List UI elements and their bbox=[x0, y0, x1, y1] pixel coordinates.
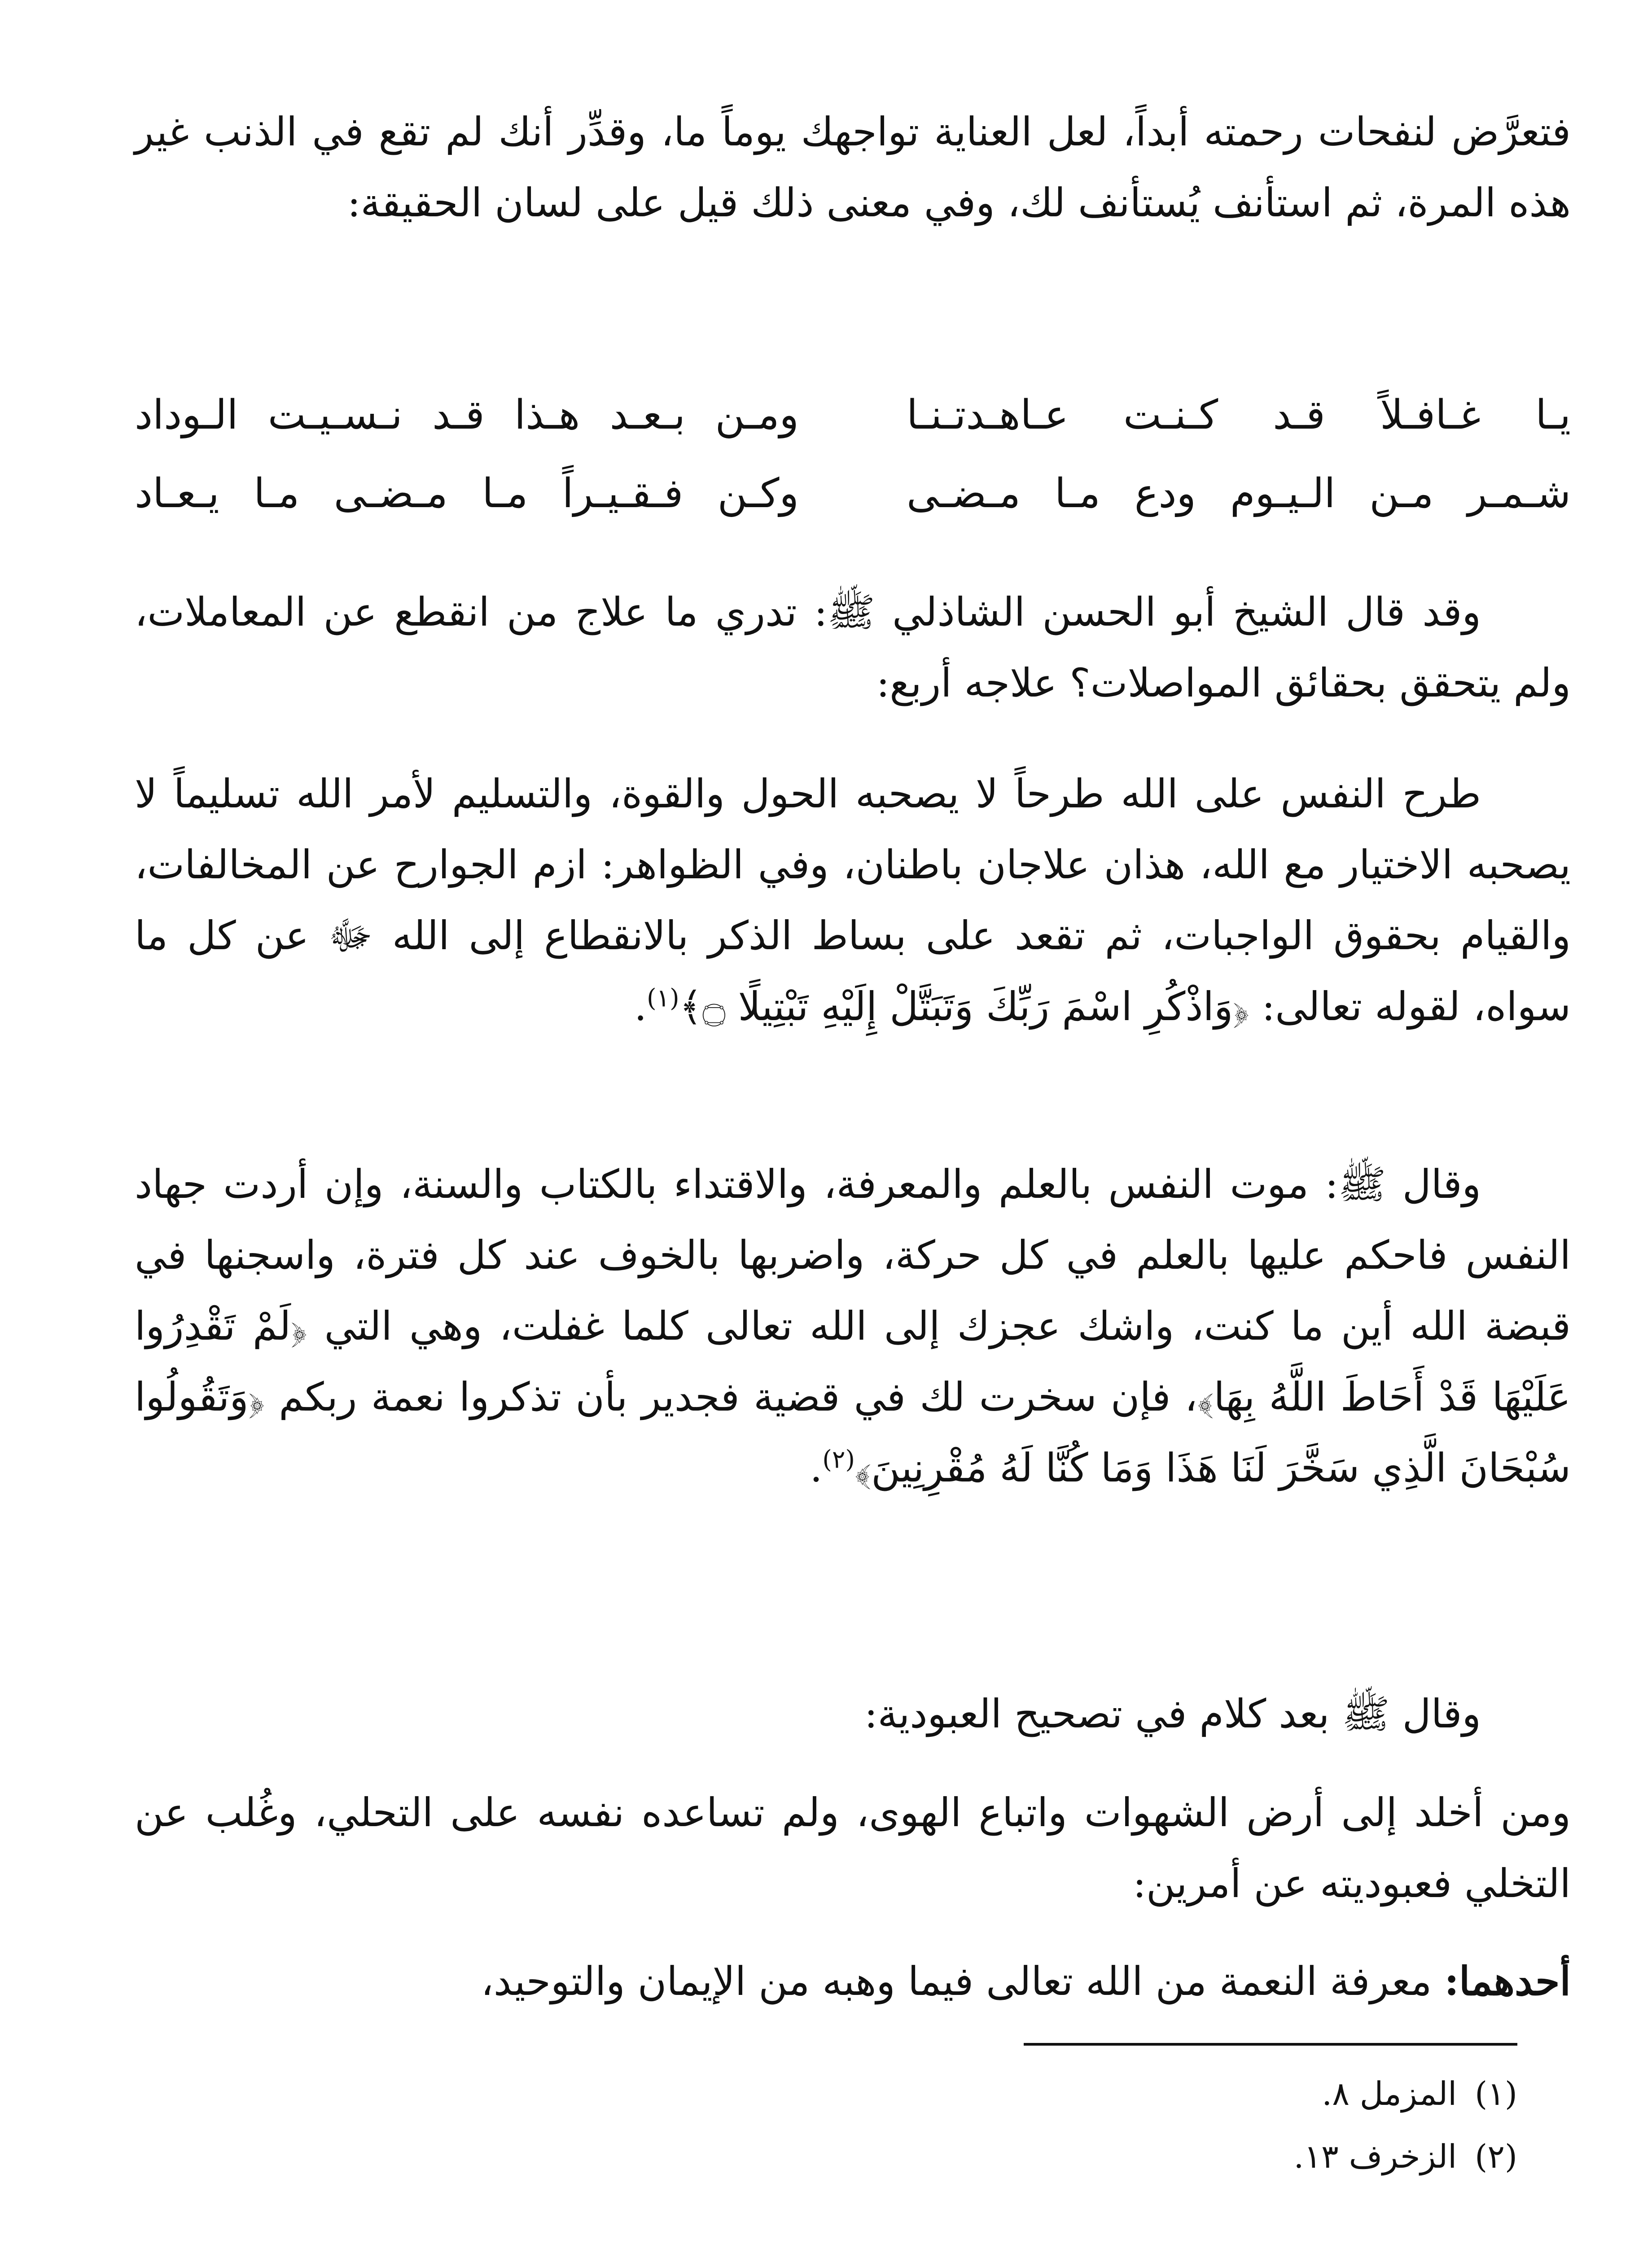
poem-verse-1 bbox=[135, 379, 1571, 451]
paragraph-death-of-self bbox=[135, 1149, 1571, 1503]
footnote-1 bbox=[620, 2071, 1517, 2116]
footnote-divider bbox=[1024, 2043, 1517, 2046]
remedies-text: طرح النفس على الله طرحاً لا يصحبه الحول والقوة، والتسليم لأمر الله تسليماً لا يصحبه الاختيار مع الله، هذان علاجان باطنان، وفي الظواهر: ازم الجوارح عن المخالفات، والقيام بحقوق الواجبات، ثم تقعد على بساط الذكر بالانقطاع إلى الله ﷻ عن كل ما سواه، لقوله تعالى: ﴿وَاذْكُرِ اسْمَ رَبِّكَ وَتَبَتَّلْ إِلَيْهِ تَبْتِيلًا ۝﴾ bbox=[135, 771, 1571, 1030]
death-of-self-text: وقال ﷺ: موت النفس بالعلم والمعرفة، والاقتداء بالكتاب والسنة، وإن أردت جهاد النفس فاحكم عليها بالعلم في كل حركة، واضربها بالخوف عند كل فترة، واسجنها في قبضة الله أين ما كنت، واشك عجزك إلى الله تعالى كلما غفلت، وهي التي ﴿لَمْ تَقْدِرُوا عَلَيْهَا قَدْ أَحَاطَ اللَّهُ بِهَا﴾، فإن سخرت لك في قضية فجدير بأن تذكروا نعمة ربكم ﴿وَتَقُولُوا سُبْحَانَ الَّذِي سَخَّرَ لَنَا هَذَا وَمَا كُنَّا لَهُ مُقْرِنِينَ﴾ bbox=[135, 1161, 1571, 1491]
paragraph-four-remedies bbox=[135, 758, 1571, 1042]
first-matter-label: أحدهما: bbox=[1444, 1958, 1571, 2004]
verse-1-first-hemistich: يـا غـافـلاً قـد كـنـت عـاهـدتـنـا bbox=[907, 391, 1571, 438]
poem-verse-2 bbox=[135, 458, 1571, 530]
footnote-2-number: (٢) bbox=[1475, 2138, 1517, 2175]
paragraph-servitude-intro: وقال ﷺ بعد كلام في تصحيح العبودية: bbox=[864, 1691, 1481, 1737]
verse-1-second-hemistich: ومـن بـعـد هـذا قـد نـسـيـت الـوداد bbox=[135, 391, 799, 438]
verse-2-first-hemistich: شـمـر مـن الـيـوم ودع مـا مـضـى bbox=[907, 470, 1571, 517]
footnote-ref-2: (٢) bbox=[822, 1445, 855, 1474]
footnote-ref-1: (١) bbox=[647, 983, 679, 1012]
remedies-end: . bbox=[634, 983, 647, 1030]
footnote-1-number: (١) bbox=[1475, 2075, 1517, 2113]
footnote-2-text: الزخرف ١٣. bbox=[1293, 2138, 1457, 2175]
paragraph-intro: فتعرَّض لنفحات رحمته أبداً، لعل العناية تواجهك يوماً ما، وقدِّر أنك لم تقع في الذنب غير هذه المرة، ثم استأنف يُستأنف لك، وفي معنى ذلك قيل على لسان الحقيقة: bbox=[135, 109, 1571, 226]
verse-2-second-hemistich: وكـن فـقـيـراً مـا مـضـى مـا يـعـاد bbox=[135, 470, 799, 517]
first-matter-text: معرفة النعمة من الله تعالى فيما وهبه من الإيمان والتوحيد، bbox=[481, 1958, 1445, 2004]
footnote-2 bbox=[620, 2134, 1517, 2179]
paragraph-first-matter bbox=[135, 1946, 1571, 2017]
paragraph-desires: ومن أخلد إلى أرض الشهوات واتباع الهوى، ولم تساعده نفسه على التحلي، وغُلب عن التخلي فعبوديته عن أمرين: bbox=[135, 1789, 1571, 1907]
footnote-1-text: المزمل ٨. bbox=[1322, 2075, 1457, 2113]
death-of-self-end: . bbox=[810, 1445, 823, 1491]
paragraph-shadhili-quote: وقد قال الشيخ أبو الحسن الشاذلي ﷺ: تدري ما علاج من انقطع عن المعاملات، ولم يتحقق بحقائق المواصلات؟ علاجه أربع: bbox=[135, 589, 1571, 706]
